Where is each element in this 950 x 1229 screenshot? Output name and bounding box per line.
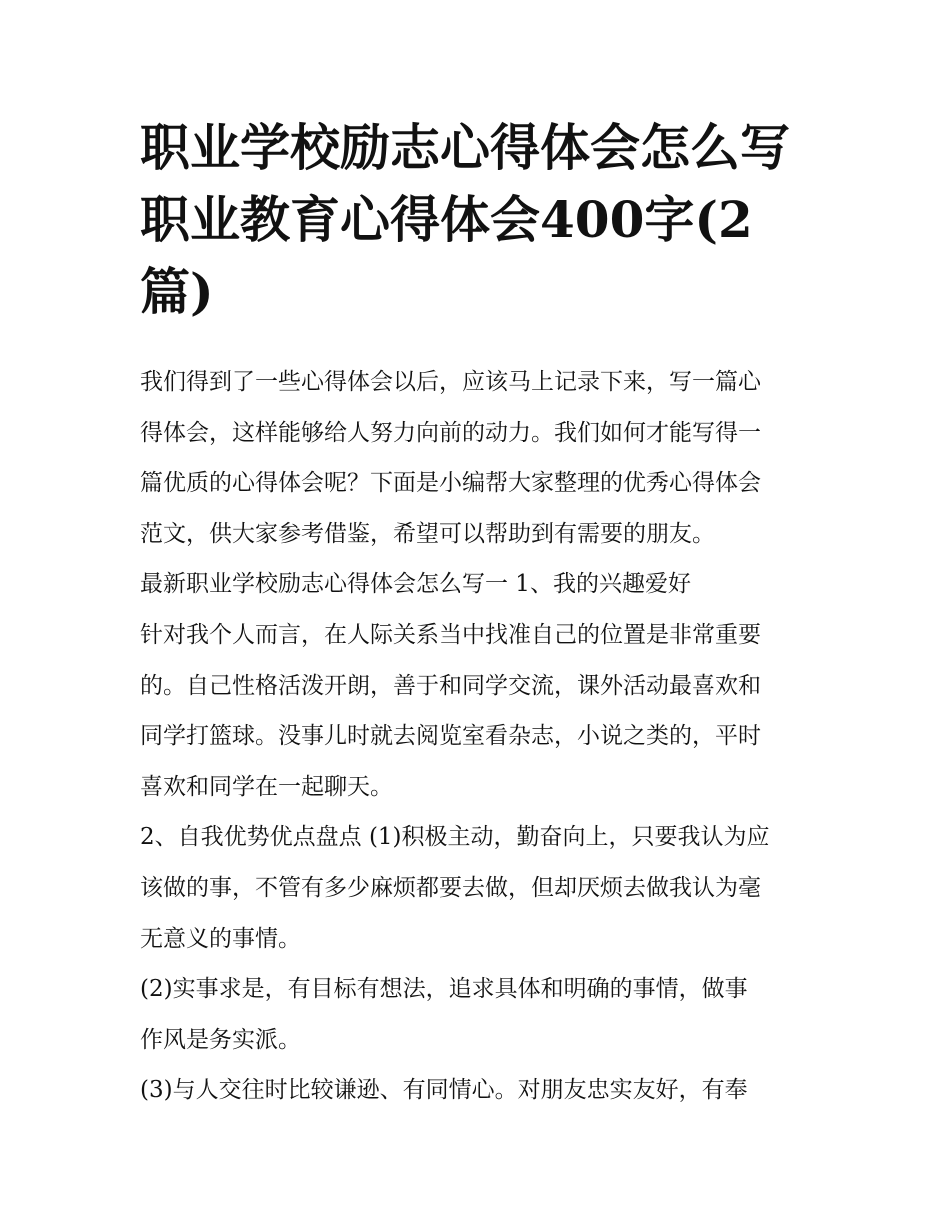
title-line: 职业学校励志心得体会怎么写 <box>140 118 790 177</box>
text-line: 我们得到了一些心得体会以后，应该马上记录下来，写一篇心 <box>140 369 761 395</box>
text-line: (3)与人交往时比较谦逊、有同情心。对朋友忠实友好，有奉 <box>140 1077 748 1104</box>
document-body <box>140 357 820 1116</box>
title-line: 篇) <box>140 262 214 321</box>
text-line: 喜欢和同学在一起聊天。 <box>140 773 393 800</box>
text-line: 该做的事，不管有多少麻烦都要去做，但却厌烦去做我认为毫 <box>140 874 761 901</box>
document-title <box>140 112 820 328</box>
text-line: 无意义的事情。 <box>140 925 301 952</box>
title-line: 职业教育心得体会400字(2 <box>140 190 753 249</box>
text-line: 的。自己性格活泼开朗，善于和同学交流，课外活动最喜欢和 <box>140 672 761 699</box>
text-line: (2)实事求是，有目标有想法，追求具体和明确的事情，做事 <box>140 976 748 1003</box>
text-line: 2、自我优势优点盘点 (1)积极主动，勤奋向上，只要我认为应 <box>140 824 770 851</box>
text-line: 作风是务实派。 <box>140 1026 301 1053</box>
text-line: 针对我个人而言，在人际关系当中找准自己的位置是非常重要 <box>140 621 761 648</box>
text-line: 范文，供大家参考借鉴，希望可以帮助到有需要的朋友。 <box>140 520 715 547</box>
text-line: 篇优质的心得体会呢？下面是小编帮大家整理的优秀心得体会 <box>140 470 761 497</box>
text-line: 得体会，这样能够给人努力向前的动力。我们如何才能写得一 <box>140 419 761 446</box>
section-heading: 最新职业学校励志心得体会怎么写一 1、我的兴趣爱好 <box>140 571 691 598</box>
text-line: 同学打篮球。没事儿时就去阅览室看杂志，小说之类的，平时 <box>140 723 761 750</box>
